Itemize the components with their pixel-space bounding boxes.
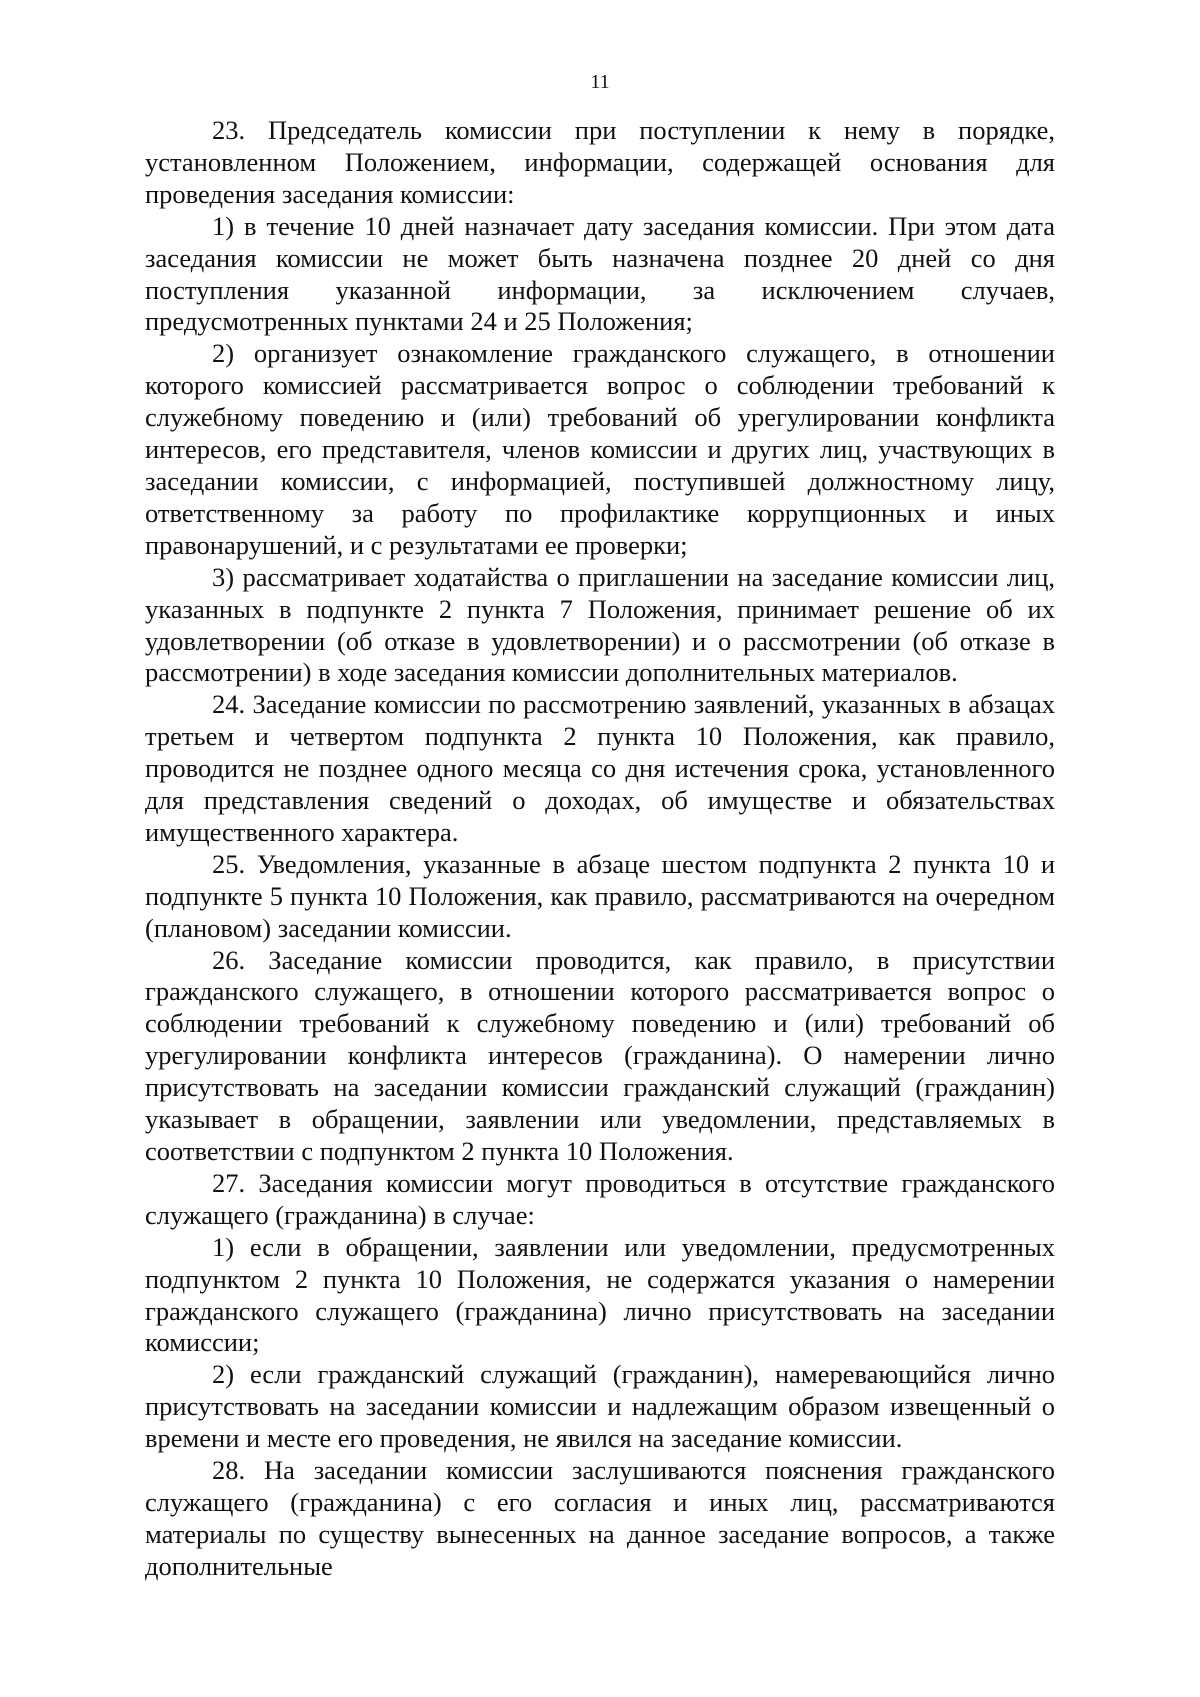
paragraph-23-item-3: 3) рассматривает ходатайства о приглашении на заседание комиссии лиц, указанных в подпункте 2 пункта 7 Положения, принимает решение об их удовлетворении (об отказе в удовлетворении) и о рассмотрении (об отказе в рассмотрении) в ходе заседания комиссии дополнительных материалов. <box>145 561 1055 688</box>
paragraph-23-item-1: 1) в течение 10 дней назначает дату заседания комиссии. При этом дата заседания комиссии не может быть назначена позднее 20 дней со дня поступления указанной информации, за исключением случаев, предусмотренных пунктами 24 и 25 Положения; <box>145 210 1055 337</box>
paragraph-23-item-2: 2) организует ознакомление гражданского служащего, в отношении которого комиссией рассматривается вопрос о соблюдении требований к служебному поведению и (или) требований об урегулировании конфликта интересов, его представителя, членов комиссии и других лиц, участвующих в заседании комиссии, с информацией, поступившей должностному лицу, ответственному за работу по профилактике коррупционных и иных правонарушений, и с результатами ее проверки; <box>145 338 1055 560</box>
paragraph-27: 27. Заседания комиссии могут проводиться в отсутствие гражданского служащего (гражданина) в случае: <box>145 1167 1055 1230</box>
paragraph-26: 26. Заседание комиссии проводится, как правило, в присутствии гражданского служащего, в отношении которого рассматривается вопрос о соблюдении требований к служебному поведению и (или) требований об урегулировании конфликта интересов (гражданина). О намерении лично присутствовать на заседании комиссии гражданский служащий (гражданин) указывает в обращении, заявлении или уведомлении, представляемых в соответствии с подпунктом 2 пункта 10 Положения. <box>145 944 1055 1166</box>
paragraph-24: 24. Заседание комиссии по рассмотрению заявлений, указанных в абзацах третьем и четвертом подпункта 2 пункта 10 Положения, как правило, проводится не позднее одного месяца со дня истечения срока, установленного для представления сведений о доходах, об имуществе и обязательствах имущественного характера. <box>145 689 1055 847</box>
paragraph-25: 25. Уведомления, указанные в абзаце шестом подпункта 2 пункта 10 и подпункте 5 пункта 10 Положения, как правило, рассматриваются на очередном (плановом) заседании комиссии. <box>145 848 1055 943</box>
paragraph-28: 28. На заседании комиссии заслушиваются пояснения гражданского служащего (гражданина) с его согласия и иных лиц, рассматриваются материалы по существу вынесенных на данное заседание вопросов, а также дополнительные <box>145 1455 1055 1581</box>
paragraph-23: 23. Председатель комиссии при поступлении к нему в порядке, установленном Положением, информации, содержащей основания для проведения заседания комиссии: <box>145 115 1055 209</box>
paragraph-27-item-1: 1) если в обращении, заявлении или уведомлении, предусмотренных подпунктом 2 пункта 10 Положения, не содержатся указания о намерении гражданского служащего (гражданина) лично присутствовать на заседании комиссии; <box>145 1231 1055 1358</box>
paragraph-27-item-2: 2) если гражданский служащий (гражданин), намеревающийся лично присутствовать на заседании комиссии и надлежащим образом извещенный о времени и месте его проведения, не явился на заседание комиссии. <box>145 1359 1055 1454</box>
page-number: 11 <box>590 71 610 93</box>
document-body <box>145 115 1055 1583</box>
